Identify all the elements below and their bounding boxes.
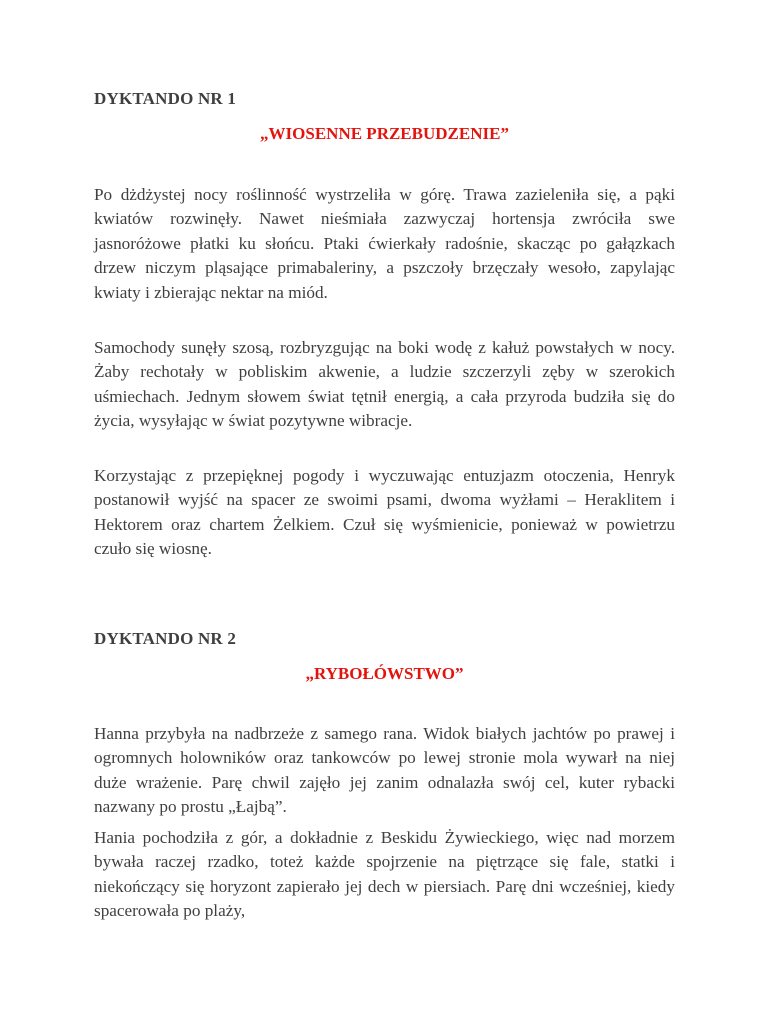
dictation-2-paragraph-2: Hania pochodziła z gór, a dokładnie z Beskidu Żywieckiego, więc nad morzem bywała raczej rzadko, toteż każde spojrzenie na piętrzące się fale, statki i niekończący się horyzont zapierało jej dech w piersiach. Parę dni wcześniej, kiedy spacerowała po plaży, bbox=[94, 828, 675, 921]
dictation-1-title: „WIOSENNE PRZEBUDZENIE” bbox=[260, 124, 509, 143]
dictation-1-heading: DYKTANDO NR 1 bbox=[94, 89, 237, 108]
dictation-1-paragraph-3: Korzystając z przepięknej pogody i wyczuwając entuzjazm otoczenia, Henryk postanowił wyjść na spacer ze swoimi psami, dwoma wyżłami – Heraklitem i Hektorem oraz chartem Żelkiem. Czuł się wyśmienicie, ponieważ w powietrzu czuło się wiosnę. bbox=[94, 466, 675, 559]
dictation-2-paragraph-1: Hanna przybyła na nadbrzeże z samego rana. Widok białych jachtów po prawej i ogromnych holowników oraz tankowców po lewej stronie mola wywarł na niej duże wrażenie. Parę chwil zajęło jej zanim odnalazła swój cel, kuter rybacki nazwany po prostu „Łajbą”. bbox=[94, 724, 675, 817]
dictation-2-title: „RYBOŁÓWSTWO” bbox=[305, 664, 464, 683]
dictation-1-paragraph-1: Po dżdżystej nocy roślinność wystrzeliła w górę. Trawa zazieleniła się, a pąki kwiatów rozwinęły. Nawet nieśmiała zazwyczaj hortensja zwróciła swe jasnoróżowe płatki ku słońcu. Ptaki ćwierkały radośnie, skacząc po gałązkach drzew niczym pląsające primabaleriny, a pszczoły brzęczały wesoło, zapylając kwiaty i zbierając nektar na miód. bbox=[94, 185, 675, 302]
dictation-1-paragraph-2: Samochody sunęły szosą, rozbryzgując na boki wodę z kałuż powstałych w nocy. Żaby rechotały w pobliskim akwenie, a ludzie szczerzyli zęby w szerokich uśmiechach. Jednym słowem świat tętnił energią, a cała przyroda budziła się do życia, wysyłając w świat pozytywne wibracje. bbox=[94, 338, 675, 431]
dictation-2-heading: DYKTANDO NR 2 bbox=[94, 629, 237, 648]
